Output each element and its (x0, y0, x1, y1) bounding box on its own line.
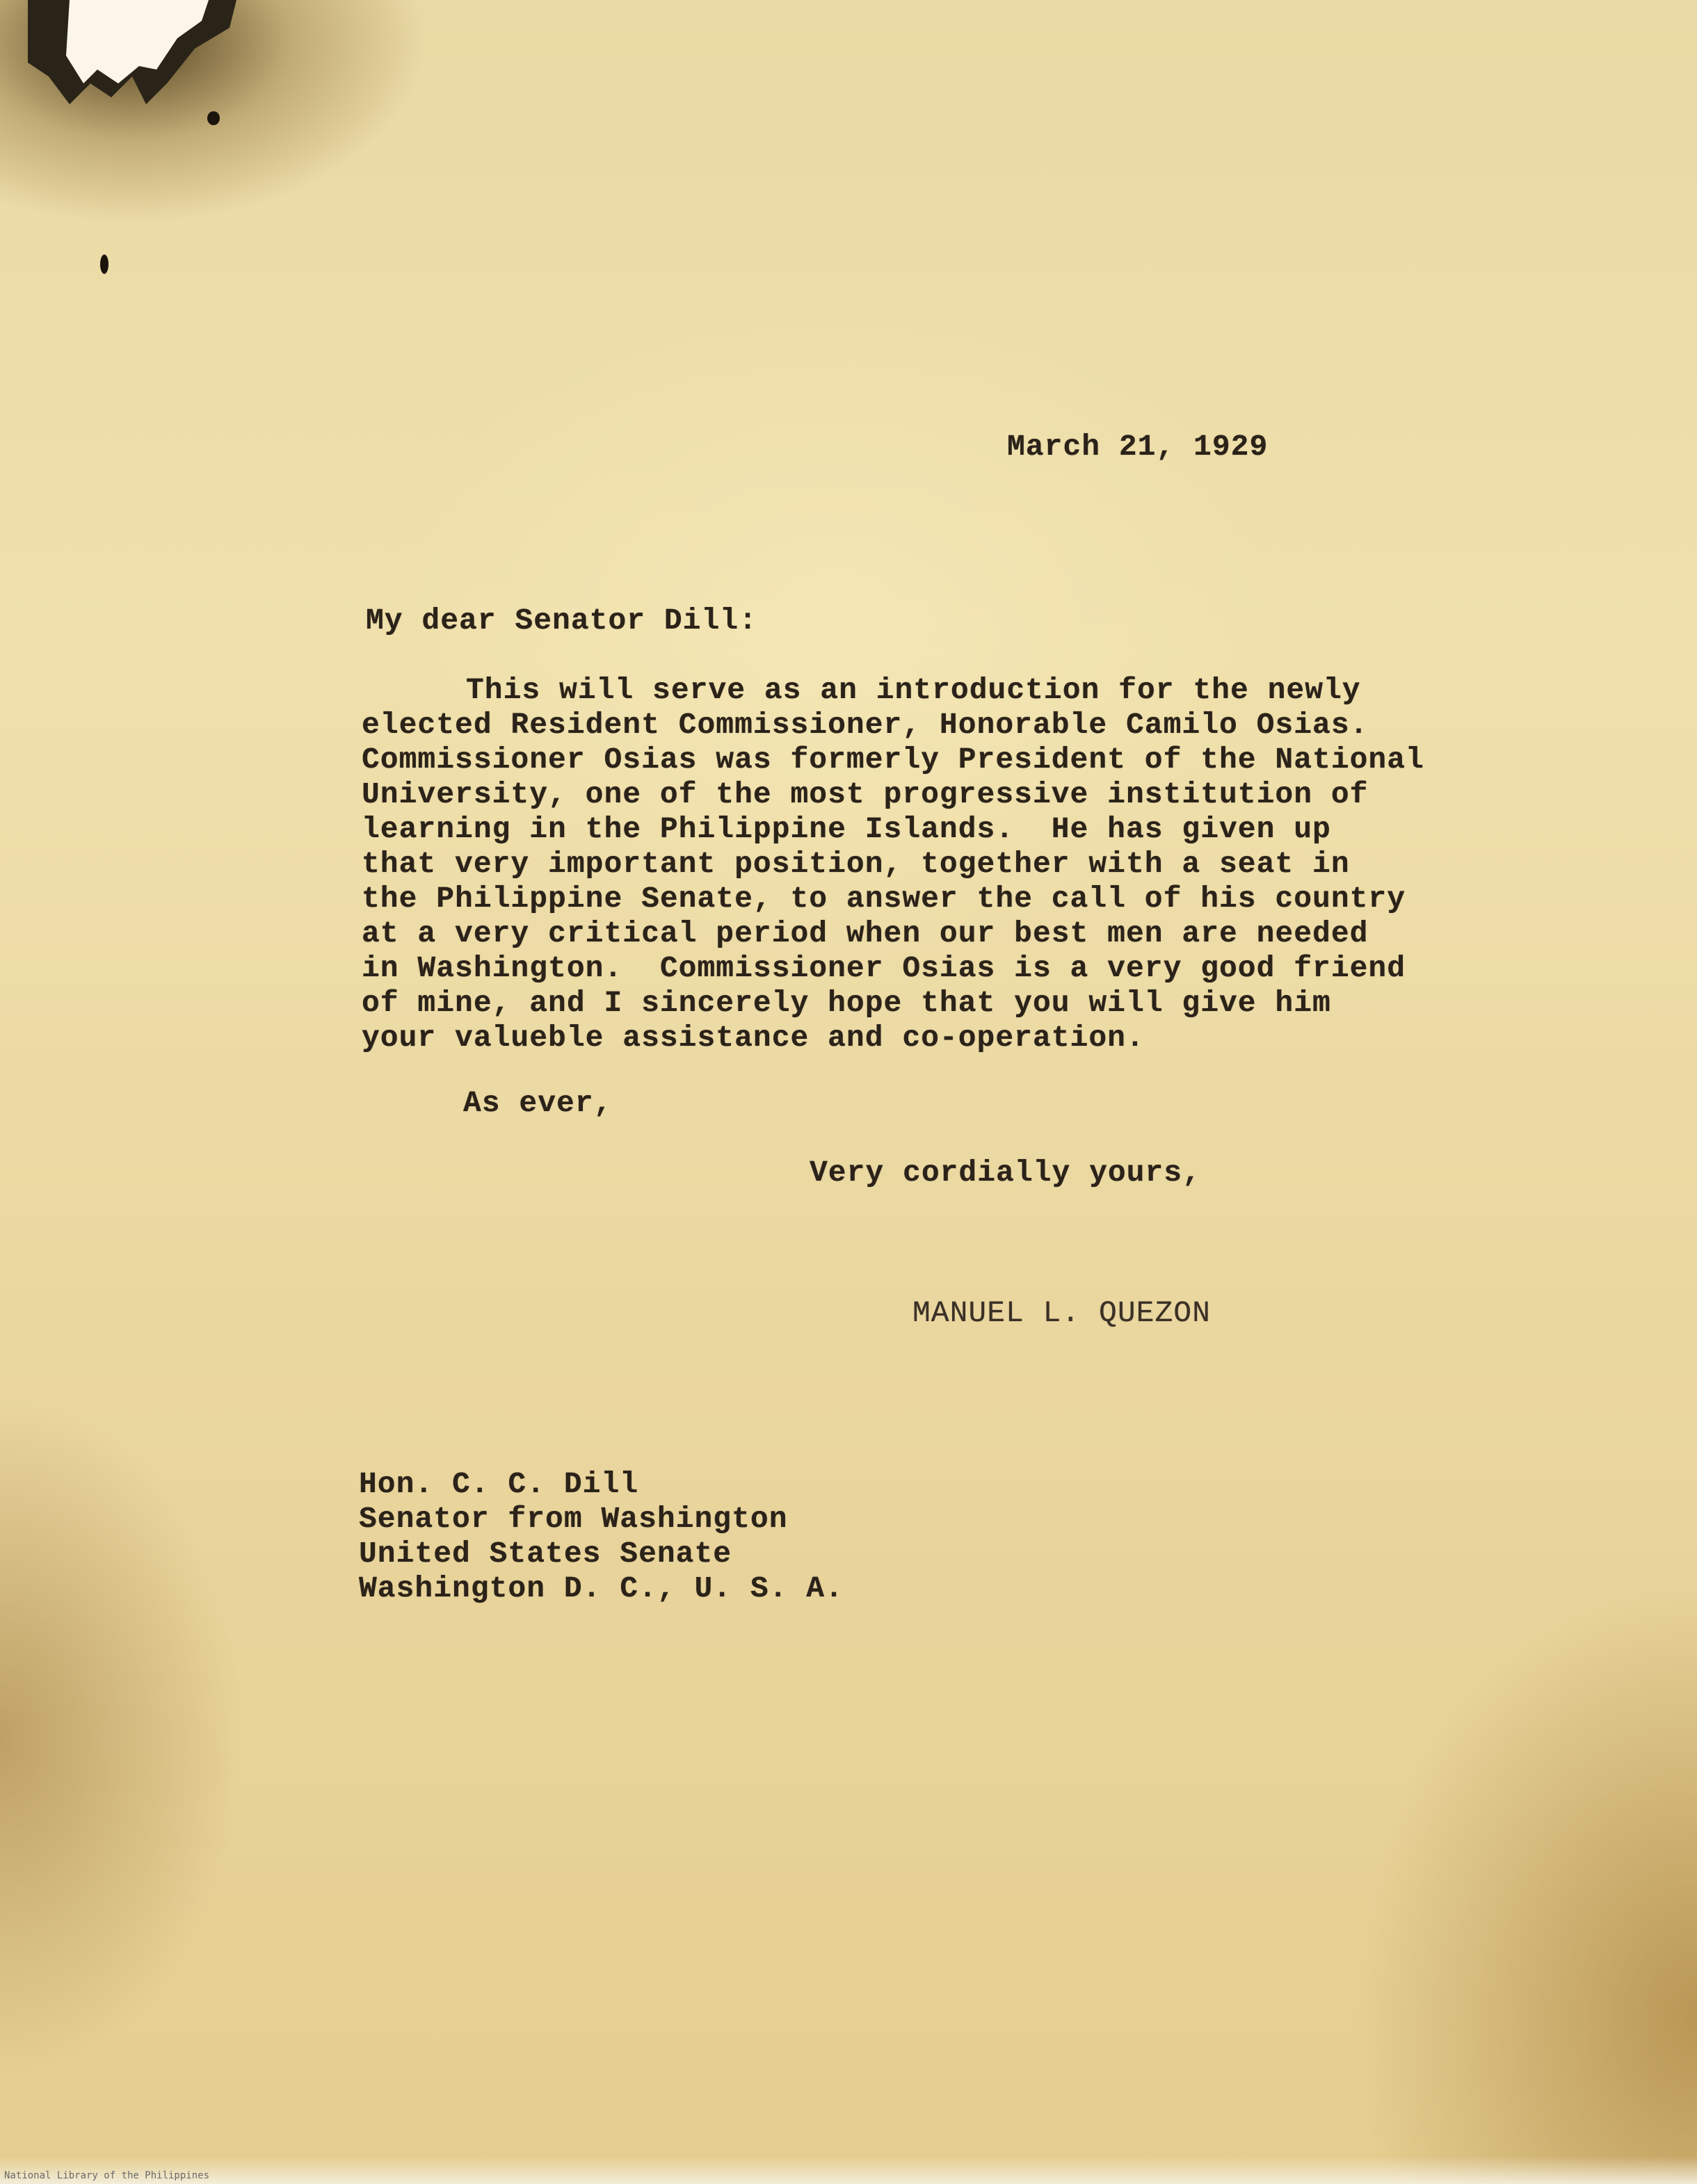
closing-cordially: Very cordially yours, (810, 1156, 1201, 1190)
body-line: Commissioner Osias was formerly President of the National (362, 743, 1424, 777)
address-line: Senator from Washington (359, 1502, 788, 1536)
ink-mark (100, 254, 108, 274)
address-line: Washington D. C., U. S. A. (359, 1571, 844, 1605)
signer-name: MANUEL L. QUEZON (912, 1296, 1211, 1330)
scan-footer (0, 2156, 1697, 2184)
body-line: This will serve as an introduction for the newly (466, 673, 1361, 707)
letter-date: March 21, 1929 (1007, 430, 1269, 464)
body-line: University, one of the most progressive institution of (362, 777, 1369, 811)
body-line: the Philippine Senate, to answer the call of his country (362, 882, 1406, 916)
punch-hole (207, 111, 220, 125)
body-line: learning in the Philippine Islands. He has given up (362, 812, 1331, 846)
body-line: at a very critical period when our best men are needed (362, 916, 1369, 951)
address-line: Hon. C. C. Dill (359, 1467, 639, 1501)
body-line: of mine, and I sincerely hope that you will give him (362, 986, 1331, 1020)
body-line: that very important position, together with a seat in (362, 847, 1350, 881)
closing-as-ever: As ever, (463, 1086, 613, 1120)
letter-salutation: My dear Senator Dill: (366, 604, 757, 638)
body-line: in Washington. Commissioner Osias is a very good friend (362, 951, 1406, 985)
body-line: your valueble assistance and co-operation. (362, 1021, 1145, 1055)
body-line: elected Resident Commissioner, Honorable Camilo Osias. (362, 708, 1369, 742)
scan-caption: National Library of the Philippines (4, 2170, 210, 2181)
address-line: United States Senate (359, 1537, 732, 1571)
burnt-corner (28, 0, 236, 104)
